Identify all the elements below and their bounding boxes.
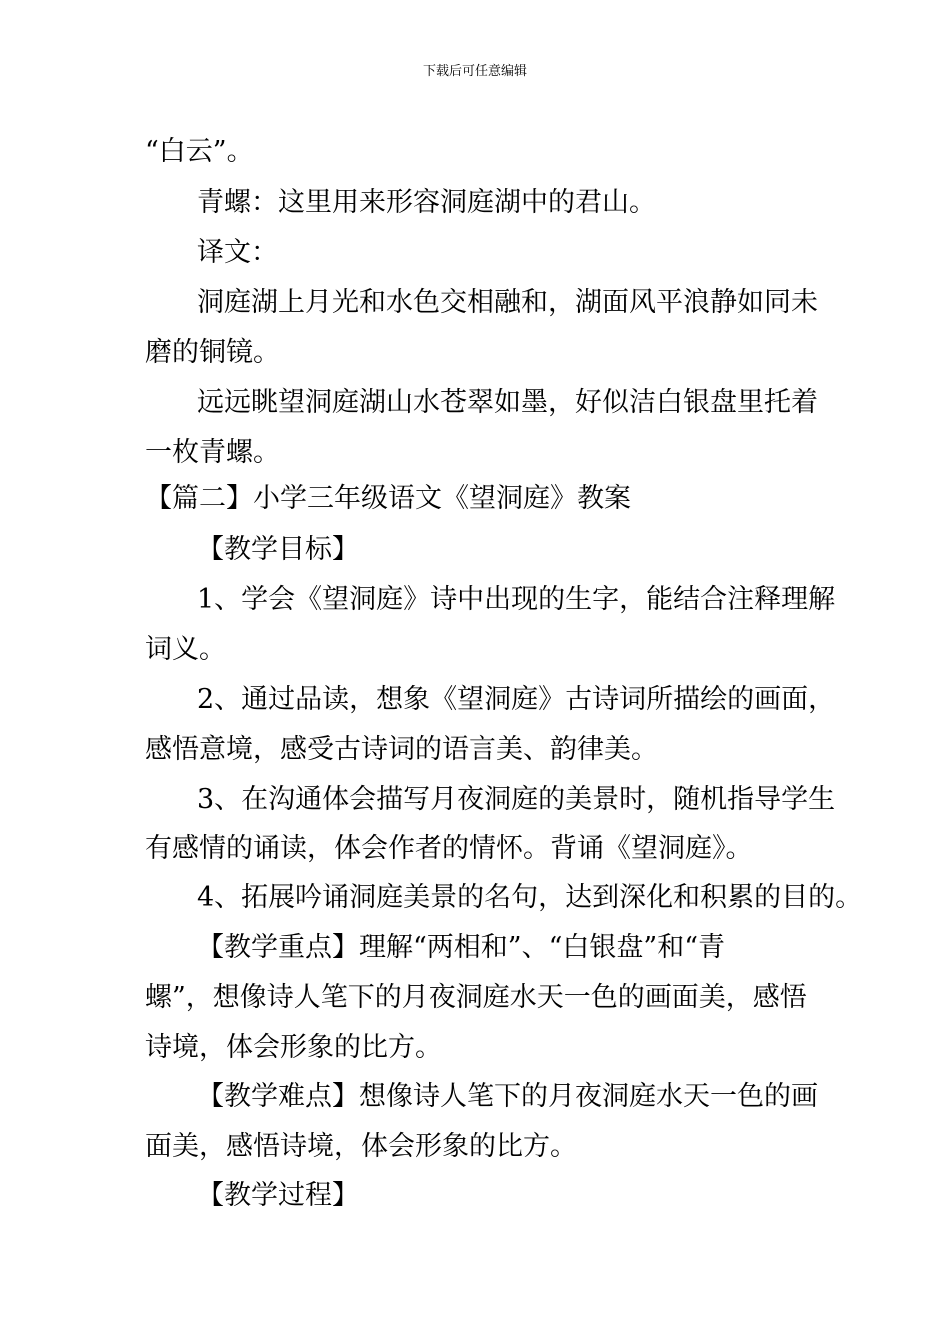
body-line: 【教学难点】想像诗人笔下的月夜洞庭水天一色的画 xyxy=(197,1081,818,1112)
body-line: 磨的铜镜。 xyxy=(145,337,280,368)
body-line: 词义。 xyxy=(145,634,226,665)
body-line: 3、在沟通体会描写月夜洞庭的美景时，随机指导学生 xyxy=(197,784,836,815)
body-line: 螺”，想像诗人笔下的月夜洞庭水天一色的画面美，感悟 xyxy=(145,982,807,1013)
body-line: 远远眺望洞庭湖山水苍翠如墨，好似洁白银盘里托着 xyxy=(197,387,818,418)
body-line: 有感情的诵读，体会作者的情怀。背诵《望洞庭》。 xyxy=(145,833,753,864)
body-line: 诗境，体会形象的比方。 xyxy=(145,1032,442,1063)
section-heading: 【篇二】小学三年级语文《望洞庭》教案 xyxy=(145,483,631,514)
subsection-heading: 【教学目标】 xyxy=(197,534,359,565)
body-line: 4、拓展吟诵洞庭美景的名句，达到深化和积累的目的。 xyxy=(197,882,863,913)
body-line: 感悟意境，感受古诗词的语言美、韵律美。 xyxy=(145,734,658,765)
body-line: 2、通过品读，想象《望洞庭》古诗词所描绘的画面， xyxy=(197,684,836,715)
body-line: 洞庭湖上月光和水色交相融和，湖面风平浪静如同未 xyxy=(197,287,818,318)
page-header: 下载后可任意编辑 xyxy=(422,64,527,79)
body-line: 青螺：这里用来形容洞庭湖中的君山。 xyxy=(197,187,656,218)
body-line: 译文： xyxy=(197,237,278,268)
body-line: 1、学会《望洞庭》诗中出现的生字，能结合注释理解 xyxy=(197,584,836,615)
subsection-heading: 【教学过程】 xyxy=(197,1180,359,1211)
body-line: 一枚青螺。 xyxy=(145,437,280,468)
body-line: 面美，感悟诗境，体会形象的比方。 xyxy=(145,1131,577,1162)
body-line: 【教学重点】理解“两相和”、“白银盘”和“青 xyxy=(197,932,726,963)
body-line: “白云”。 xyxy=(145,136,254,167)
